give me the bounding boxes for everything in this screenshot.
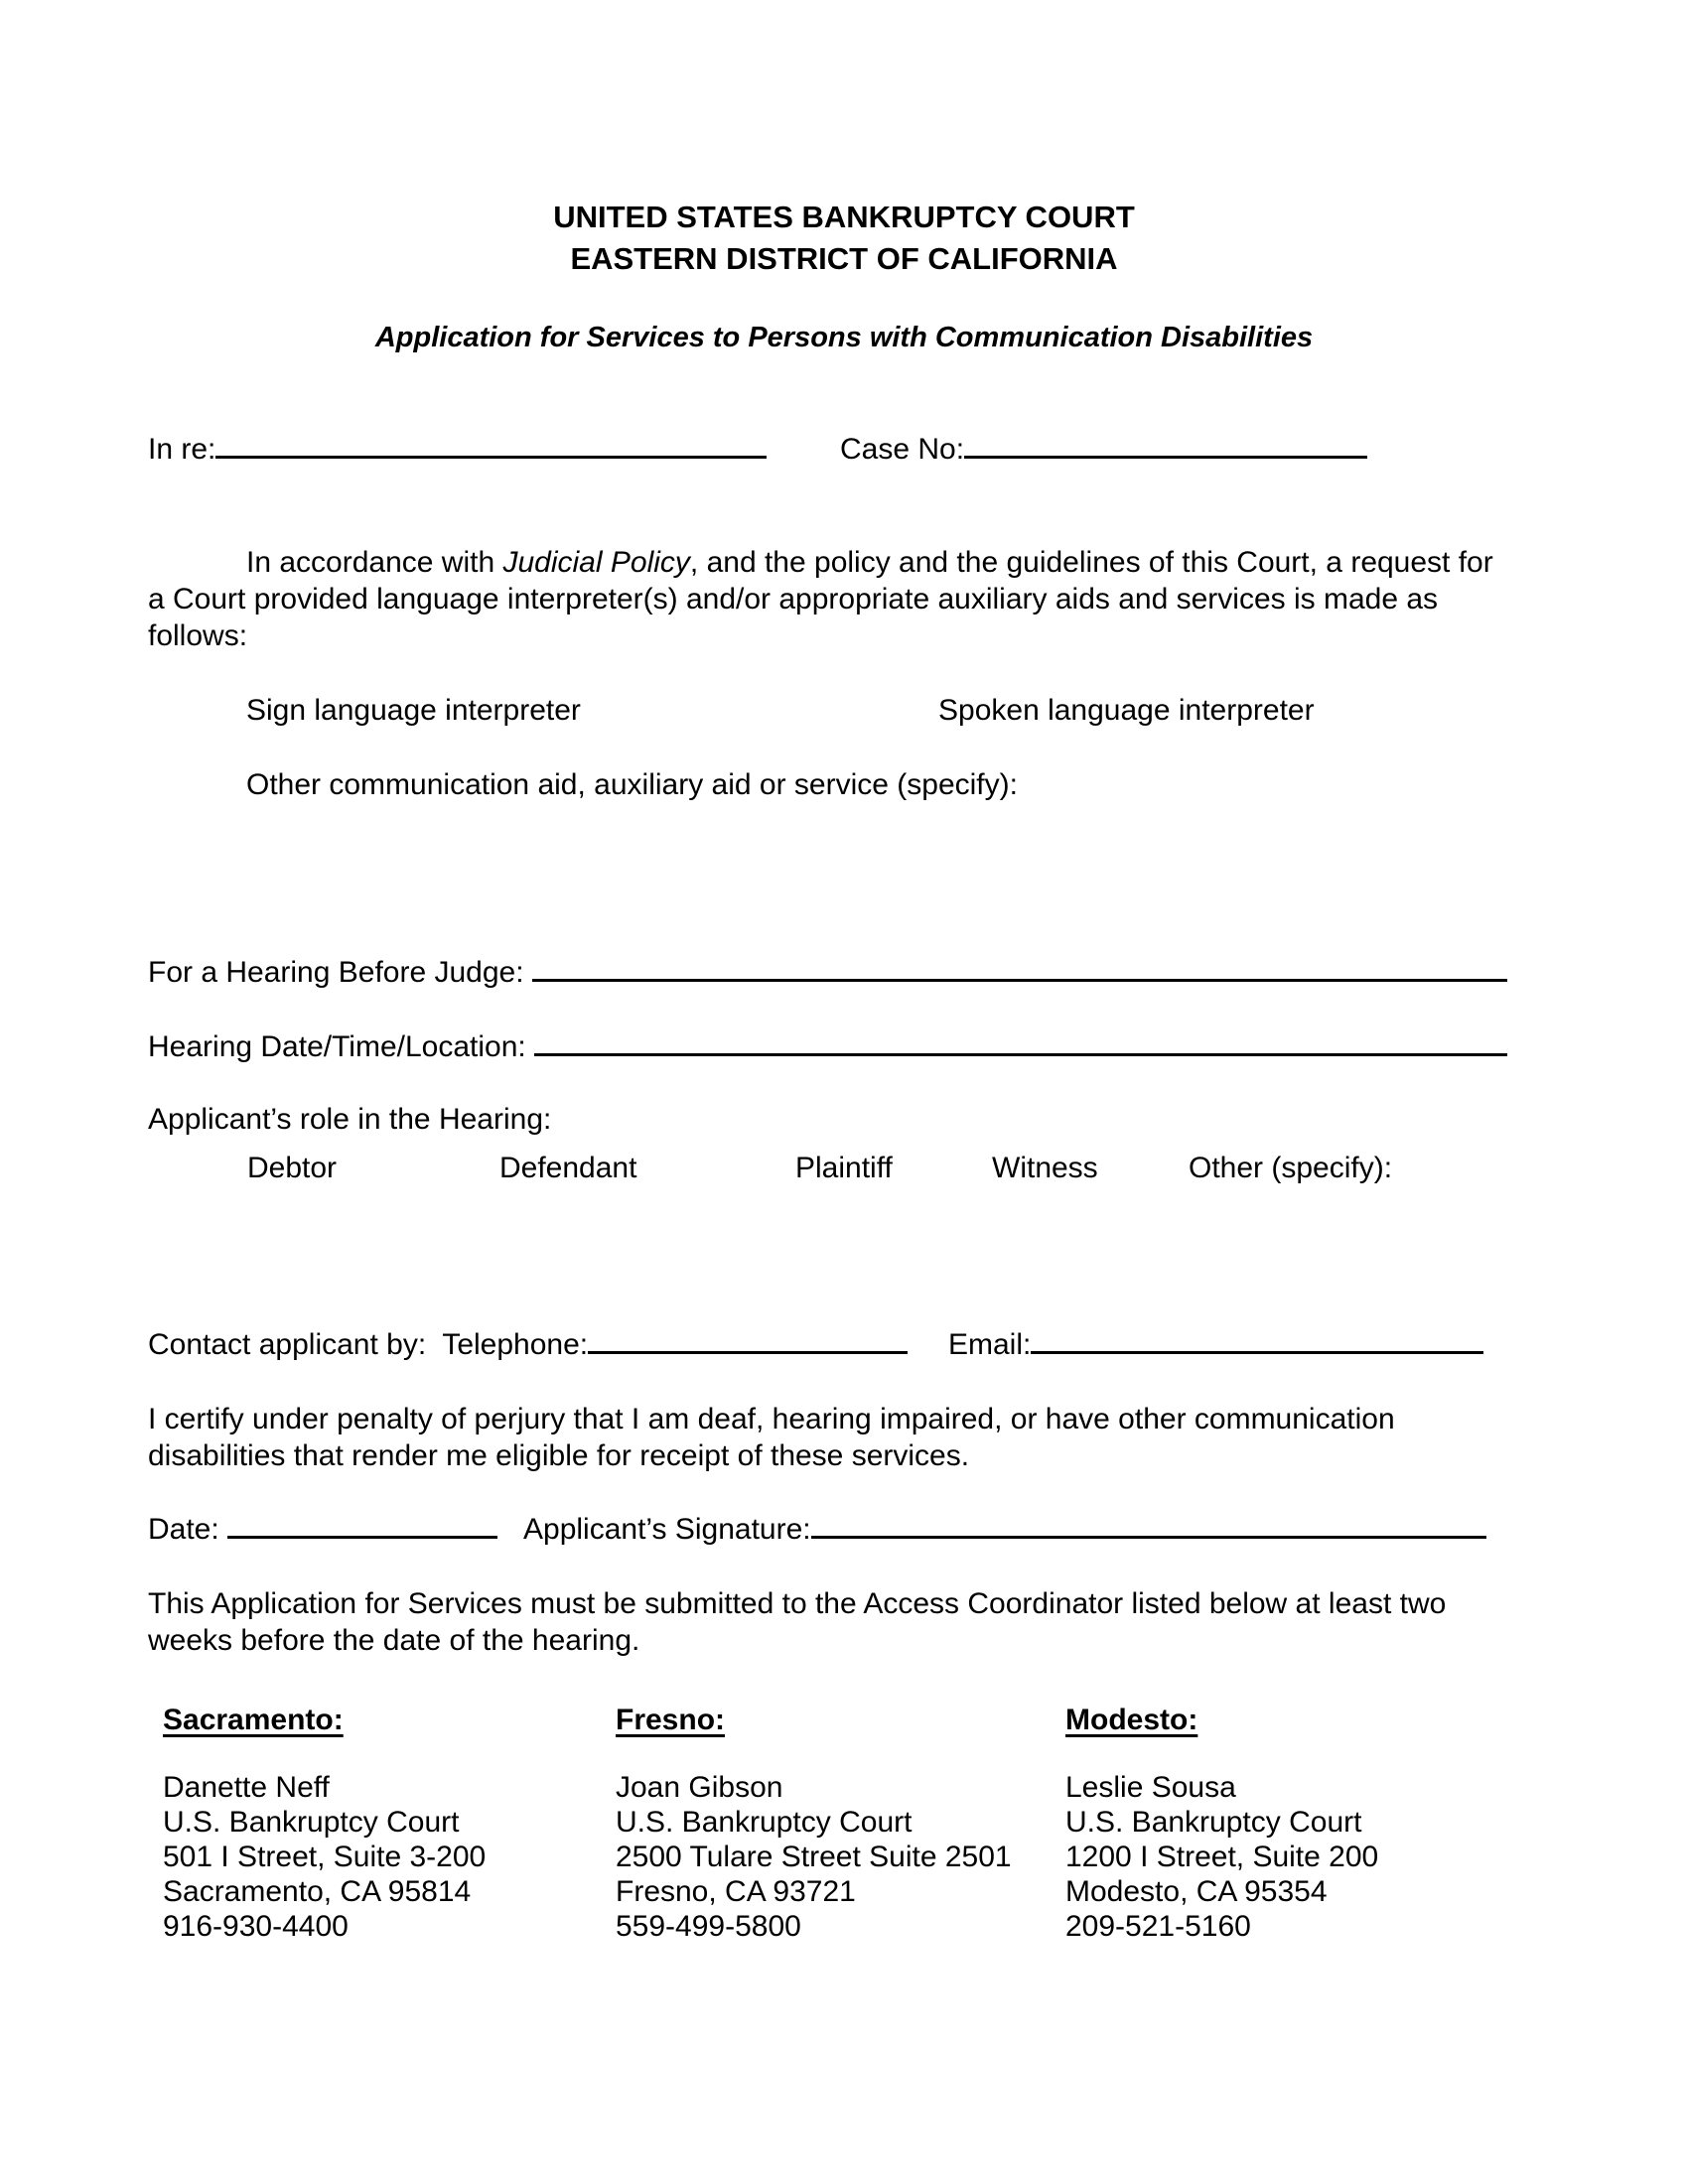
hearing-datetime-field xyxy=(148,1032,1507,1062)
contact-field xyxy=(148,1330,908,1360)
date-label: Date: xyxy=(148,1513,219,1546)
coordinator-name: Danette Neff xyxy=(163,1771,330,1804)
coordinator-citystate: Modesto, CA 95354 xyxy=(1065,1875,1328,1908)
email-blank[interactable] xyxy=(1031,1350,1483,1354)
judicial-policy-text: Judicial Policy xyxy=(502,546,690,579)
judge-blank[interactable] xyxy=(532,978,1507,982)
city-heading: Sacramento: xyxy=(163,1704,344,1736)
coordinator-sacramento xyxy=(163,1703,486,1944)
intro-rest: , and the policy and the guidelines of this Court, a request for xyxy=(689,546,1493,579)
city-heading: Fresno: xyxy=(616,1704,726,1736)
coordinator-street: 501 I Street, Suite 3-200 xyxy=(163,1841,487,1873)
role-plaintiff[interactable]: Plaintiff xyxy=(795,1152,893,1184)
intro-line-1 xyxy=(246,548,1493,578)
court-name: UNITED STATES BANKRUPTCY COURT xyxy=(553,200,1135,234)
coordinator-court: U.S. Bankruptcy Court xyxy=(616,1806,913,1839)
telephone-blank[interactable] xyxy=(588,1350,908,1354)
coordinator-modesto xyxy=(1065,1703,1378,1944)
notice-line-2: weeks before the date of the hearing. xyxy=(148,1624,640,1657)
coordinator-citystate: Sacramento, CA 95814 xyxy=(163,1875,472,1908)
option-sign-language[interactable]: Sign language interpreter xyxy=(246,694,581,727)
role-label: Applicant’s role in the Hearing: xyxy=(148,1103,552,1136)
telephone-label: Telephone: xyxy=(442,1328,589,1361)
coordinator-name: Joan Gibson xyxy=(616,1771,783,1804)
coordinator-fresno xyxy=(616,1703,1012,1944)
form-title: Application for Services to Persons with Communication Disabilities xyxy=(374,322,1314,353)
role-witness[interactable]: Witness xyxy=(992,1152,1098,1184)
intro-line-3: follows: xyxy=(148,619,248,652)
coordinator-court: U.S. Bankruptcy Court xyxy=(163,1806,460,1839)
intro-prefix: In accordance with xyxy=(246,546,503,579)
case-no-field xyxy=(840,435,1367,465)
datetime-blank[interactable] xyxy=(534,1052,1507,1056)
date-field xyxy=(148,1515,497,1545)
option-other-aid[interactable]: Other communication aid, auxiliary aid or service (specify): xyxy=(246,768,1018,801)
coordinator-citystate: Fresno, CA 93721 xyxy=(616,1875,856,1908)
coordinator-court: U.S. Bankruptcy Court xyxy=(1065,1806,1362,1839)
email-label: Email: xyxy=(948,1328,1032,1361)
datetime-label: Hearing Date/Time/Location: xyxy=(148,1030,526,1063)
signature-label: Applicant’s Signature: xyxy=(523,1513,811,1546)
notice-line-1: This Application for Services must be submitted to the Access Coordinator listed below at least two xyxy=(148,1587,1447,1620)
email-field xyxy=(948,1330,1483,1360)
certify-line-1: I certify under penalty of perjury that I am deaf, hearing impaired, or have other communication xyxy=(148,1403,1395,1435)
judge-label: For a Hearing Before Judge: xyxy=(148,956,524,989)
certify-line-2: disabilities that render me eligible for receipt of these services. xyxy=(148,1439,970,1472)
coordinator-street: 2500 Tulare Street Suite 2501 xyxy=(616,1841,1012,1873)
option-spoken-language[interactable]: Spoken language interpreter xyxy=(938,694,1315,727)
judge-field xyxy=(148,958,1507,988)
case-no-blank[interactable] xyxy=(964,455,1367,459)
case-no-label: Case No: xyxy=(840,433,965,466)
role-defendant[interactable]: Defendant xyxy=(499,1152,637,1184)
date-blank[interactable] xyxy=(227,1535,497,1539)
role-debtor[interactable]: Debtor xyxy=(247,1152,338,1184)
coordinator-phone: 916-930-4400 xyxy=(163,1910,349,1943)
role-other[interactable]: Other (specify): xyxy=(1189,1152,1393,1184)
intro-line-2: a Court provided language interpreter(s) and/or appropriate auxiliary aids and services is made as xyxy=(148,583,1439,615)
coordinator-phone: 559-499-5800 xyxy=(616,1910,801,1943)
coordinator-phone: 209-521-5160 xyxy=(1065,1910,1251,1943)
contact-label: Contact applicant by: xyxy=(148,1328,427,1361)
in-re-label: In re: xyxy=(148,433,216,466)
coordinator-street: 1200 I Street, Suite 200 xyxy=(1065,1841,1379,1873)
in-re-blank[interactable] xyxy=(215,455,767,459)
signature-field xyxy=(523,1515,1486,1545)
city-heading: Modesto: xyxy=(1065,1704,1198,1736)
coordinator-name: Leslie Sousa xyxy=(1065,1771,1236,1804)
signature-blank[interactable] xyxy=(811,1535,1486,1539)
district-name: EASTERN DISTRICT OF CALIFORNIA xyxy=(570,241,1118,276)
in-re-field xyxy=(148,435,767,465)
